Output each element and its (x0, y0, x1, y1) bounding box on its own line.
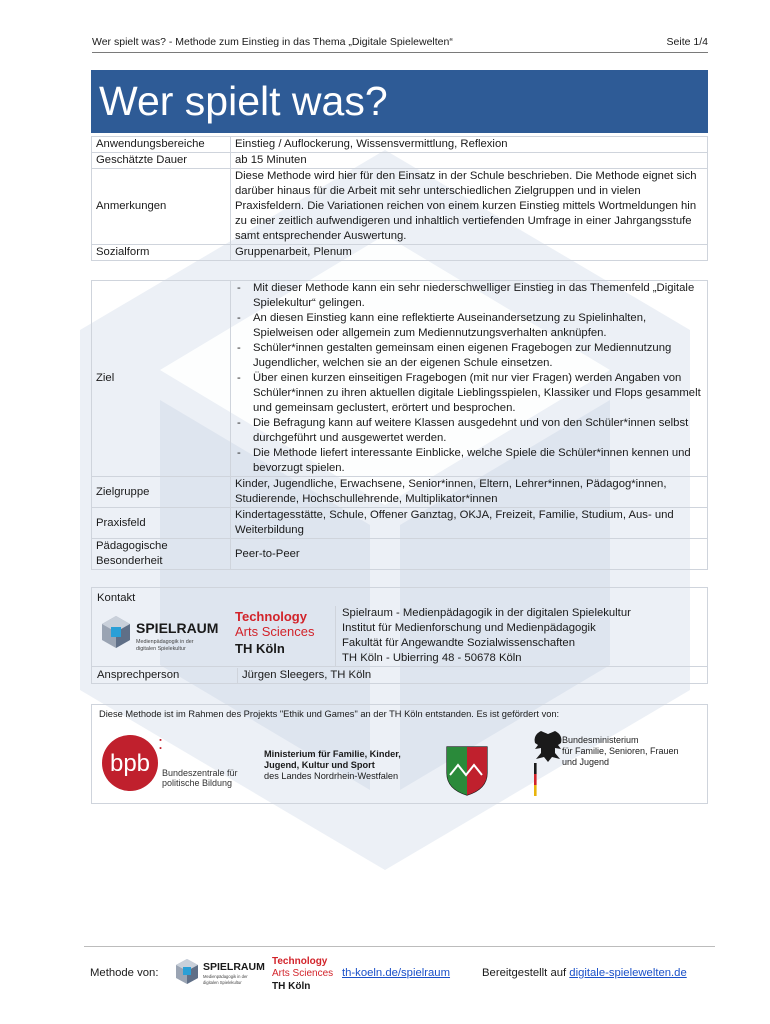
contact-section (91, 587, 708, 684)
nrw-ministry-name: Jugend, Kultur und Sport (264, 760, 375, 770)
list-item: - Über einen kurzen einseitigen Fragebogen (mit nur vier Fragen) werden Angaben von Schüler*innen zu ihren aktuellen digitale Lieblingsspielen, Klassiker und Flops gesammelt und gemeinsam geclustert, erörtert und besprochen. (235, 371, 703, 416)
provided-on (482, 967, 687, 979)
address-line: Fakultät für Angewandte Sozialwissenschaften (342, 637, 575, 649)
nrw-coat-of-arms-icon (447, 747, 487, 795)
list-item: - An diesen Einstieg kann eine reflektierte Auseinandersetzung zu Spielinhalten, Spielweisen oder allgemein zum Mediennutzungsverhalten anknüpfen. (235, 311, 703, 341)
running-header (92, 36, 708, 50)
nrw-ministry-name: des Landes Nordrhein-Westfalen (264, 771, 399, 781)
bpb-mark: bpb (109, 750, 151, 777)
contact-address (338, 606, 706, 666)
funding-logos (92, 723, 707, 803)
method-by-label: Methode von: (90, 967, 159, 979)
table-row (92, 153, 708, 169)
bmfsfj-name: Bundesministerium (562, 735, 639, 745)
row-value: Peer-to-Peer (231, 539, 708, 570)
flag-bar-gold (534, 785, 537, 796)
spielraum-tagline: digitalen Spielekultur (136, 646, 186, 652)
footer-spielraum-logo (172, 950, 342, 996)
flag-bar-black (534, 763, 537, 774)
bpb-name: Bundeszentrale für (162, 768, 238, 778)
table-row (92, 508, 708, 539)
table-row (92, 137, 708, 153)
address-line: TH Köln - Ubierring 48 - 50678 Köln (342, 652, 522, 664)
row-label: Anmerkungen (92, 169, 231, 245)
table-row (92, 281, 708, 477)
spielraum-tagline: Medienpädagogik in der (203, 974, 248, 979)
table-row (92, 539, 708, 570)
row-label: Ziel (92, 281, 231, 477)
running-title: Wer spielt was? - Methode zum Einstieg in das Thema „Digitale Spielewelten“ (92, 36, 453, 48)
table-row (92, 477, 708, 508)
row-label: Zielgruppe (92, 477, 231, 508)
th-logo-technology: Technology (235, 609, 307, 624)
bpb-name: politische Bildung (162, 778, 233, 788)
contact-person-row (92, 666, 707, 683)
table-row (92, 245, 708, 261)
digitale-spielewelten-link[interactable]: digitale-spielewelten.de (569, 967, 687, 979)
row-label: Praxisfeld (92, 508, 231, 539)
th-logo-arts-sciences: Arts Sciences (272, 968, 334, 979)
funding-section (91, 704, 708, 804)
spielraum-cube-icon (102, 616, 130, 648)
th-logo-name: TH Köln (272, 981, 311, 992)
page-number: Seite 1/4 (666, 36, 708, 48)
goals-list-cell (231, 281, 708, 477)
flag-bar-red (534, 774, 537, 785)
row-value: Gruppenarbeit, Plenum (231, 245, 708, 261)
th-logo-technology: Technology (272, 956, 328, 967)
bmfsfj-logo (534, 731, 679, 796)
row-label: Geschätzte Dauer (92, 153, 231, 169)
row-label: Sozialform (92, 245, 231, 261)
list-item: - Die Methode liefert interessante Einblicke, welche Spiele die Schüler*innen kennen und bevorzugt spielen. (235, 446, 703, 476)
list-item: - Die Befragung kann auf weitere Klassen ausgedehnt und von den Schüler*innen selbst durchgeführt und ausgewertet werden. (235, 416, 703, 446)
spielraum-name: SPIELRAUM (136, 620, 219, 636)
row-label: Pädagogische Besonderheit (92, 539, 231, 570)
contact-person-label: Ansprechperson (97, 669, 180, 681)
spielraum-logo (92, 606, 336, 666)
row-value: Kinder, Jugendliche, Erwachsene, Senior*innen, Eltern, Lehrer*innen, Pädagog*innen, Studierende, Hochschullehrende, Multiplikator*innen (231, 477, 708, 508)
th-logo-arts-sciences: Arts Sciences (235, 624, 315, 639)
nrw-ministry-logo (264, 747, 487, 795)
goals-list (235, 281, 703, 476)
title-banner (91, 70, 708, 133)
spielraum-cube-icon (176, 959, 198, 984)
page-footer (84, 950, 715, 996)
address-line: Spielraum - Medienpädagogik in der digitalen Spielekultur (342, 607, 631, 619)
contact-label: Kontakt (97, 592, 136, 604)
spielraum-tagline: Medienpädagogik in der (136, 639, 194, 645)
page-title: Wer spielt was? (99, 78, 388, 124)
federal-eagle-icon (535, 731, 562, 762)
list-item: - Mit dieser Methode kann ein sehr niederschwelliger Einstieg in das Themenfeld „Digitale Spielekultur“ gelingen. (235, 281, 703, 311)
bpb-logo (102, 733, 238, 791)
header-divider (92, 52, 708, 53)
spielraum-link[interactable]: th-koeln.de/spielraum (342, 967, 451, 979)
address-line: Institut für Medienforschung und Medienpädagogik (342, 622, 596, 634)
contact-logos (92, 606, 336, 666)
bmfsfj-name: und Jugend (562, 757, 610, 767)
row-value: Diese Methode wird hier für den Einsatz in der Schule beschrieben. Die Methode eignet sich darüber hinaus für die Arbeit mit sehr unterschiedlichen Zielgruppen und in vielen Praxisfeldern. Die Variationen reichen von einem kurzen Einstieg mittels Wortmeldungen hin zu einer zeitlich aufwendigeren und inhaltlich vertiefenden Umfrage in einer Jahrgangsstufe samt entsprechender Auswertung. (231, 169, 708, 245)
spielraum-name: SPIELRAUM (203, 961, 265, 973)
footer-divider (84, 946, 715, 947)
spielraum-tagline: digitalen Spielekultur (203, 980, 242, 985)
provided-label: Bereitgestellt auf (482, 967, 567, 979)
table-row (92, 169, 708, 245)
bpb-colon: : (158, 733, 164, 753)
bmfsfj-name: für Familie, Senioren, Frauen (562, 746, 679, 756)
row-label: Anwendungsbereiche (92, 137, 231, 153)
overview-table (91, 136, 708, 261)
nrw-ministry-name: Ministerium für Familie, Kinder, (264, 749, 401, 759)
row-value: Kindertagesstätte, Schule, Offener Ganztag, OKJA, Freizeit, Familie, Studium, Aus- und Weiterbildung (231, 508, 708, 539)
th-logo-name: TH Köln (235, 641, 285, 656)
list-item: - Schüler*innen gestalten gemeinsam einen eigenen Fragebogen zur Mediennutzung Jugendlicher, welchen sie an der eigenen Schule einsetzen. (235, 341, 703, 371)
row-value: ab 15 Minuten (231, 153, 708, 169)
goals-table (91, 280, 708, 570)
contact-person-value: Jürgen Sleegers, TH Köln (237, 668, 371, 684)
row-value: Einstieg / Auflockerung, Wissensvermittlung, Reflexion (231, 137, 708, 153)
funding-note: Diese Methode ist im Rahmen des Projekts "Ethik und Games" an der TH Köln entstanden. Es ist gefördert von: (99, 709, 560, 719)
